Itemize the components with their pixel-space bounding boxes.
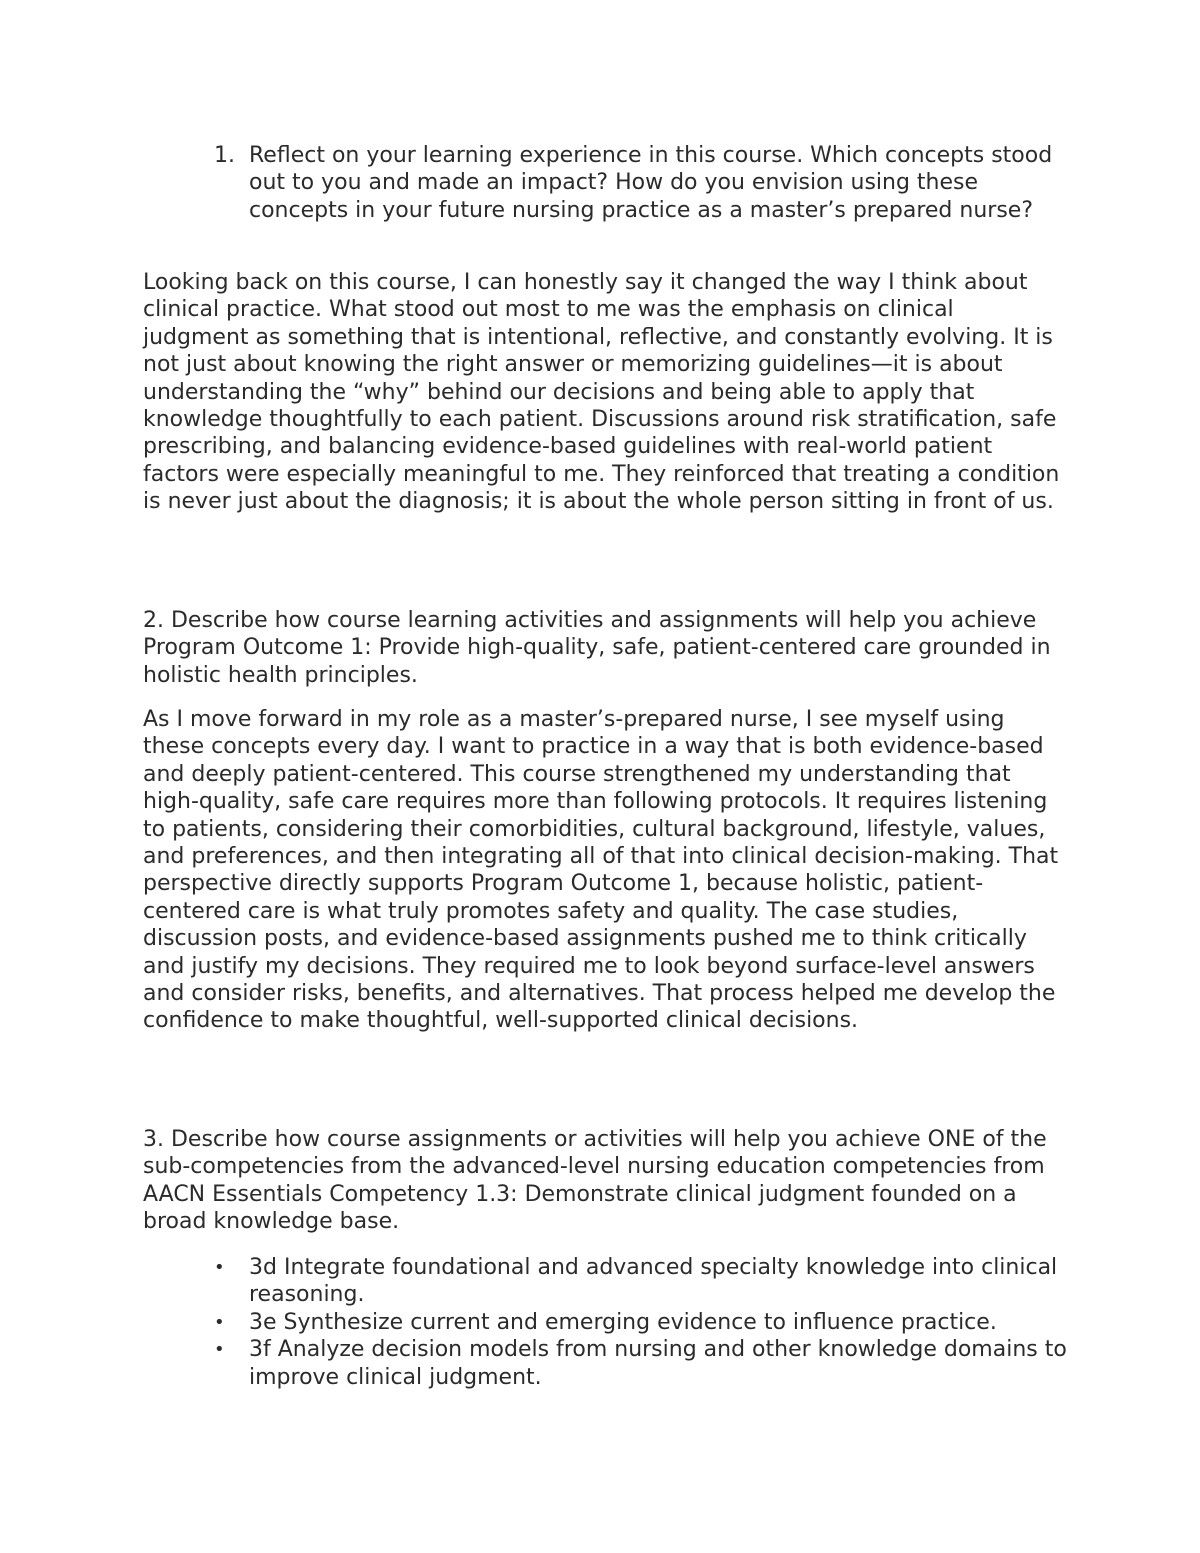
competency-bullet-list xyxy=(214,1254,1074,1391)
question-3-paragraph: 3. Describe how course assignments or activities will help you achieve ONE of the sub-competencies from the advanced-level nursing education competencies from AACN Essentials Competency 1.3: Demonstrate clinical judgment founded on a broad knowledge base. xyxy=(143,1127,1047,1235)
question-1 xyxy=(214,142,1064,224)
question-1-number: 1. xyxy=(214,143,235,168)
bullet-text: 3d Integrate foundational and advanced specialty knowledge into clinical reasoning. xyxy=(249,1255,1058,1308)
bullet-icon: • xyxy=(214,1257,225,1278)
bullet-text: 3e Synthesize current and emerging evidence to influence practice. xyxy=(249,1309,997,1335)
question-2-paragraph: 2. Describe how course learning activities and assignments will help you achieve Program Outcome 1: Provide high-quality, safe, patient-centered care grounded in holistic health principles. xyxy=(143,608,1051,688)
question-1-text: Reflect on your learning experience in this course. Which concepts stood out to you and made an impact? How do you envision using these concepts in your future nursing practice as a master’s prepared nurse? xyxy=(249,143,1053,223)
bullet-text: 3f Analyze decision models from nursing and other knowledge domains to improve clinical judgment. xyxy=(249,1337,1067,1390)
answer-2-paragraph: As I move forward in my role as a master’s-prepared nurse, I see myself using these concepts every day. I want to practice in a way that is both evidence-based and deeply patient-centered. This course strengthened my understanding that high-quality, safe care requires more than following protocols. It requires listening to patients, considering their comorbidities, cultural background, lifestyle, values, and preferences, and then integrating all of that into clinical decision-making. That perspective directly supports Program Outcome 1, because holistic, patient-centered care is what truly promotes safety and quality. The case studies, discussion posts, and evidence-based assignments pushed me to think critically and justify my decisions. They required me to look beyond surface-level answers and consider risks, benefits, and alternatives. That process helped me develop the confidence to make thoughtful, well-supported clinical decisions. xyxy=(143,707,1059,1034)
bullet-item xyxy=(214,1309,1074,1336)
bullet-item xyxy=(214,1254,1074,1309)
bullet-icon: • xyxy=(214,1339,225,1361)
bullet-icon: • xyxy=(214,1311,225,1333)
answer-1-paragraph: Looking back on this course, I can honestly say it changed the way I think about clinical practice. What stood out most to me was the emphasis on clinical judgment as something that is intentional, reflective, and constantly evolving. It is not just about knowing the right answer or memorizing guidelines—it is about understanding the “why” behind our decisions and being able to apply that knowledge thoughtfully to each patient. Discussions around risk stratification, safe prescribing, and balancing evidence-based guidelines with real-world patient factors were especially meaningful to me. They reinforced that treating a condition is never just about the diagnosis; it is about the whole person sitting in front of us. xyxy=(143,270,1060,515)
bullet-item xyxy=(214,1336,1074,1391)
